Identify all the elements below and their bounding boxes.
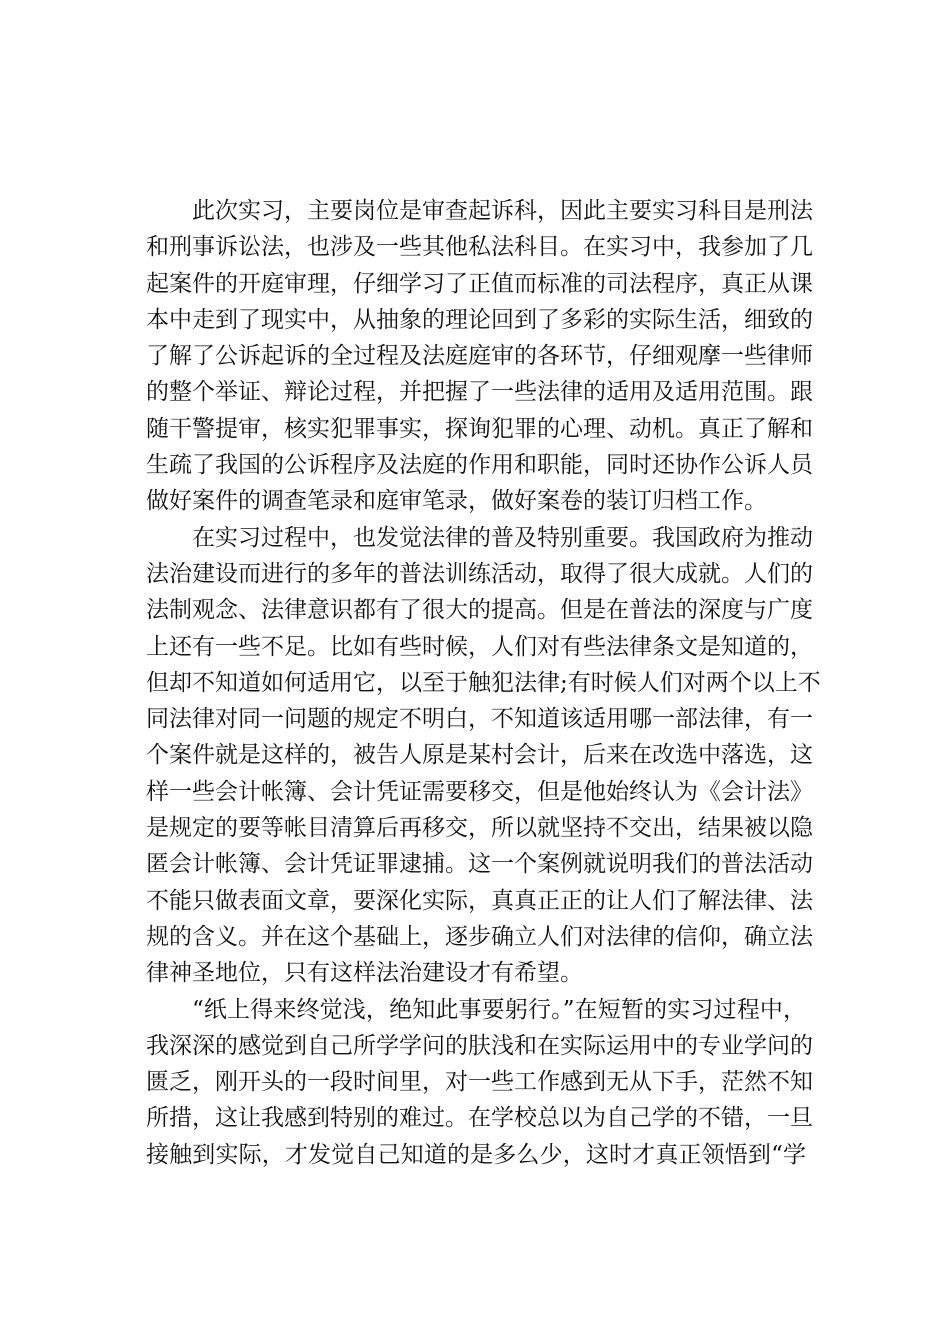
paragraph-line: 不能只做表面文章，要深化实际，真真正正的让人们了解法律、法 [146,887,813,914]
paragraph-line: 上还有一些不足。比如有些时候，人们对有些法律条文是知道的， [146,633,813,660]
paragraph-line: 法制观念、法律意识都有了很大的提高。但是在普法的深度与广度 [146,597,813,624]
paragraph-2 [146,520,821,992]
paragraph-line: 了解了公诉起诉的全过程及法庭庭审的各环节，仔细观摩一些律师 [146,343,813,370]
paragraph-line: 此次实习，主要岗位是审查起诉科，因此主要实习科目是刑法 [192,198,813,224]
paragraph-line: 样一些会计帐簿、会计凭证需要移交，但是他始终认为《会计法》 [146,778,813,805]
paragraph-line: 个案件就是这样的，被告人原是某村会计，后来在改选中落选，这 [146,742,813,769]
document-body [146,193,821,1173]
paragraph-line: 法治建设而进行的多年的普法训练活动，取得了很大成就。人们的 [146,560,813,587]
paragraph-line: 匮乏，刚开头的一段时间里，对一些工作感到无从下手，茫然不知 [146,1069,813,1096]
paragraph-line: 生疏了我国的公诉程序及法庭的作用和职能，同时还协作公诉人员 [146,452,813,479]
paragraph-line: 是规定的要等帐目清算后再移交，所以就坚持不交出，结果被以隐 [146,815,813,842]
paragraph-line: 同法律对同一问题的规定不明白，不知道该适用哪一部法律，有一 [146,706,813,733]
paragraph-line: 和刑事诉讼法，也涉及一些其他私法科目。在实习中，我参加了几 [146,234,813,261]
paragraph-line: 我深深的感觉到自己所学学问的肤浅和在实际运用中的专业学问的 [146,1032,813,1059]
paragraph-line: 但却不知道如何适用它，以至于触犯法律;有时候人们对两个以上不 [146,669,821,696]
paragraph-line: 本中走到了现实中，从抽象的理论回到了多彩的实际生活，细致的 [146,306,813,333]
paragraph-line: 起案件的开庭审理，仔细学习了正值而标准的司法程序，真正从课 [146,270,813,297]
paragraph-line: 匿会计帐簿、会计凭证罪逮捕。这一个案例就说明我们的普法活动 [146,851,813,878]
paragraph-3 [146,992,813,1173]
paragraph-1 [146,193,813,520]
paragraph-line: 做好案件的调查笔录和庭审笔录，做好案卷的装订归档工作。 [146,488,767,515]
paragraph-line: 随干警提审，核实犯罪事实，探询犯罪的心理、动机。真正了解和 [146,415,813,442]
paragraph-line: 所措，这让我感到特别的难过。在学校总以为自己学的不错，一旦 [146,1105,813,1132]
paragraph-line: 律神圣地位，只有这样法治建设才有希望。 [146,960,583,987]
paragraph-line: “纸上得来终觉浅，绝知此事要躬行。”在短暂的实习过程中， [192,996,806,1023]
paragraph-line: 规的含义。并在这个基础上，逐步确立人们对法律的信仰，确立法 [146,923,813,950]
paragraph-line: 在实习过程中，也发觉法律的普及特别重要。我国政府为推动 [192,524,813,551]
paragraph-line: 的整个举证、辩论过程，并把握了一些法律的适用及适用范围。跟 [146,379,813,406]
paragraph-line: 接触到实际，才发觉自己知道的是多么少，这时才真正领悟到“学 [146,1141,806,1168]
